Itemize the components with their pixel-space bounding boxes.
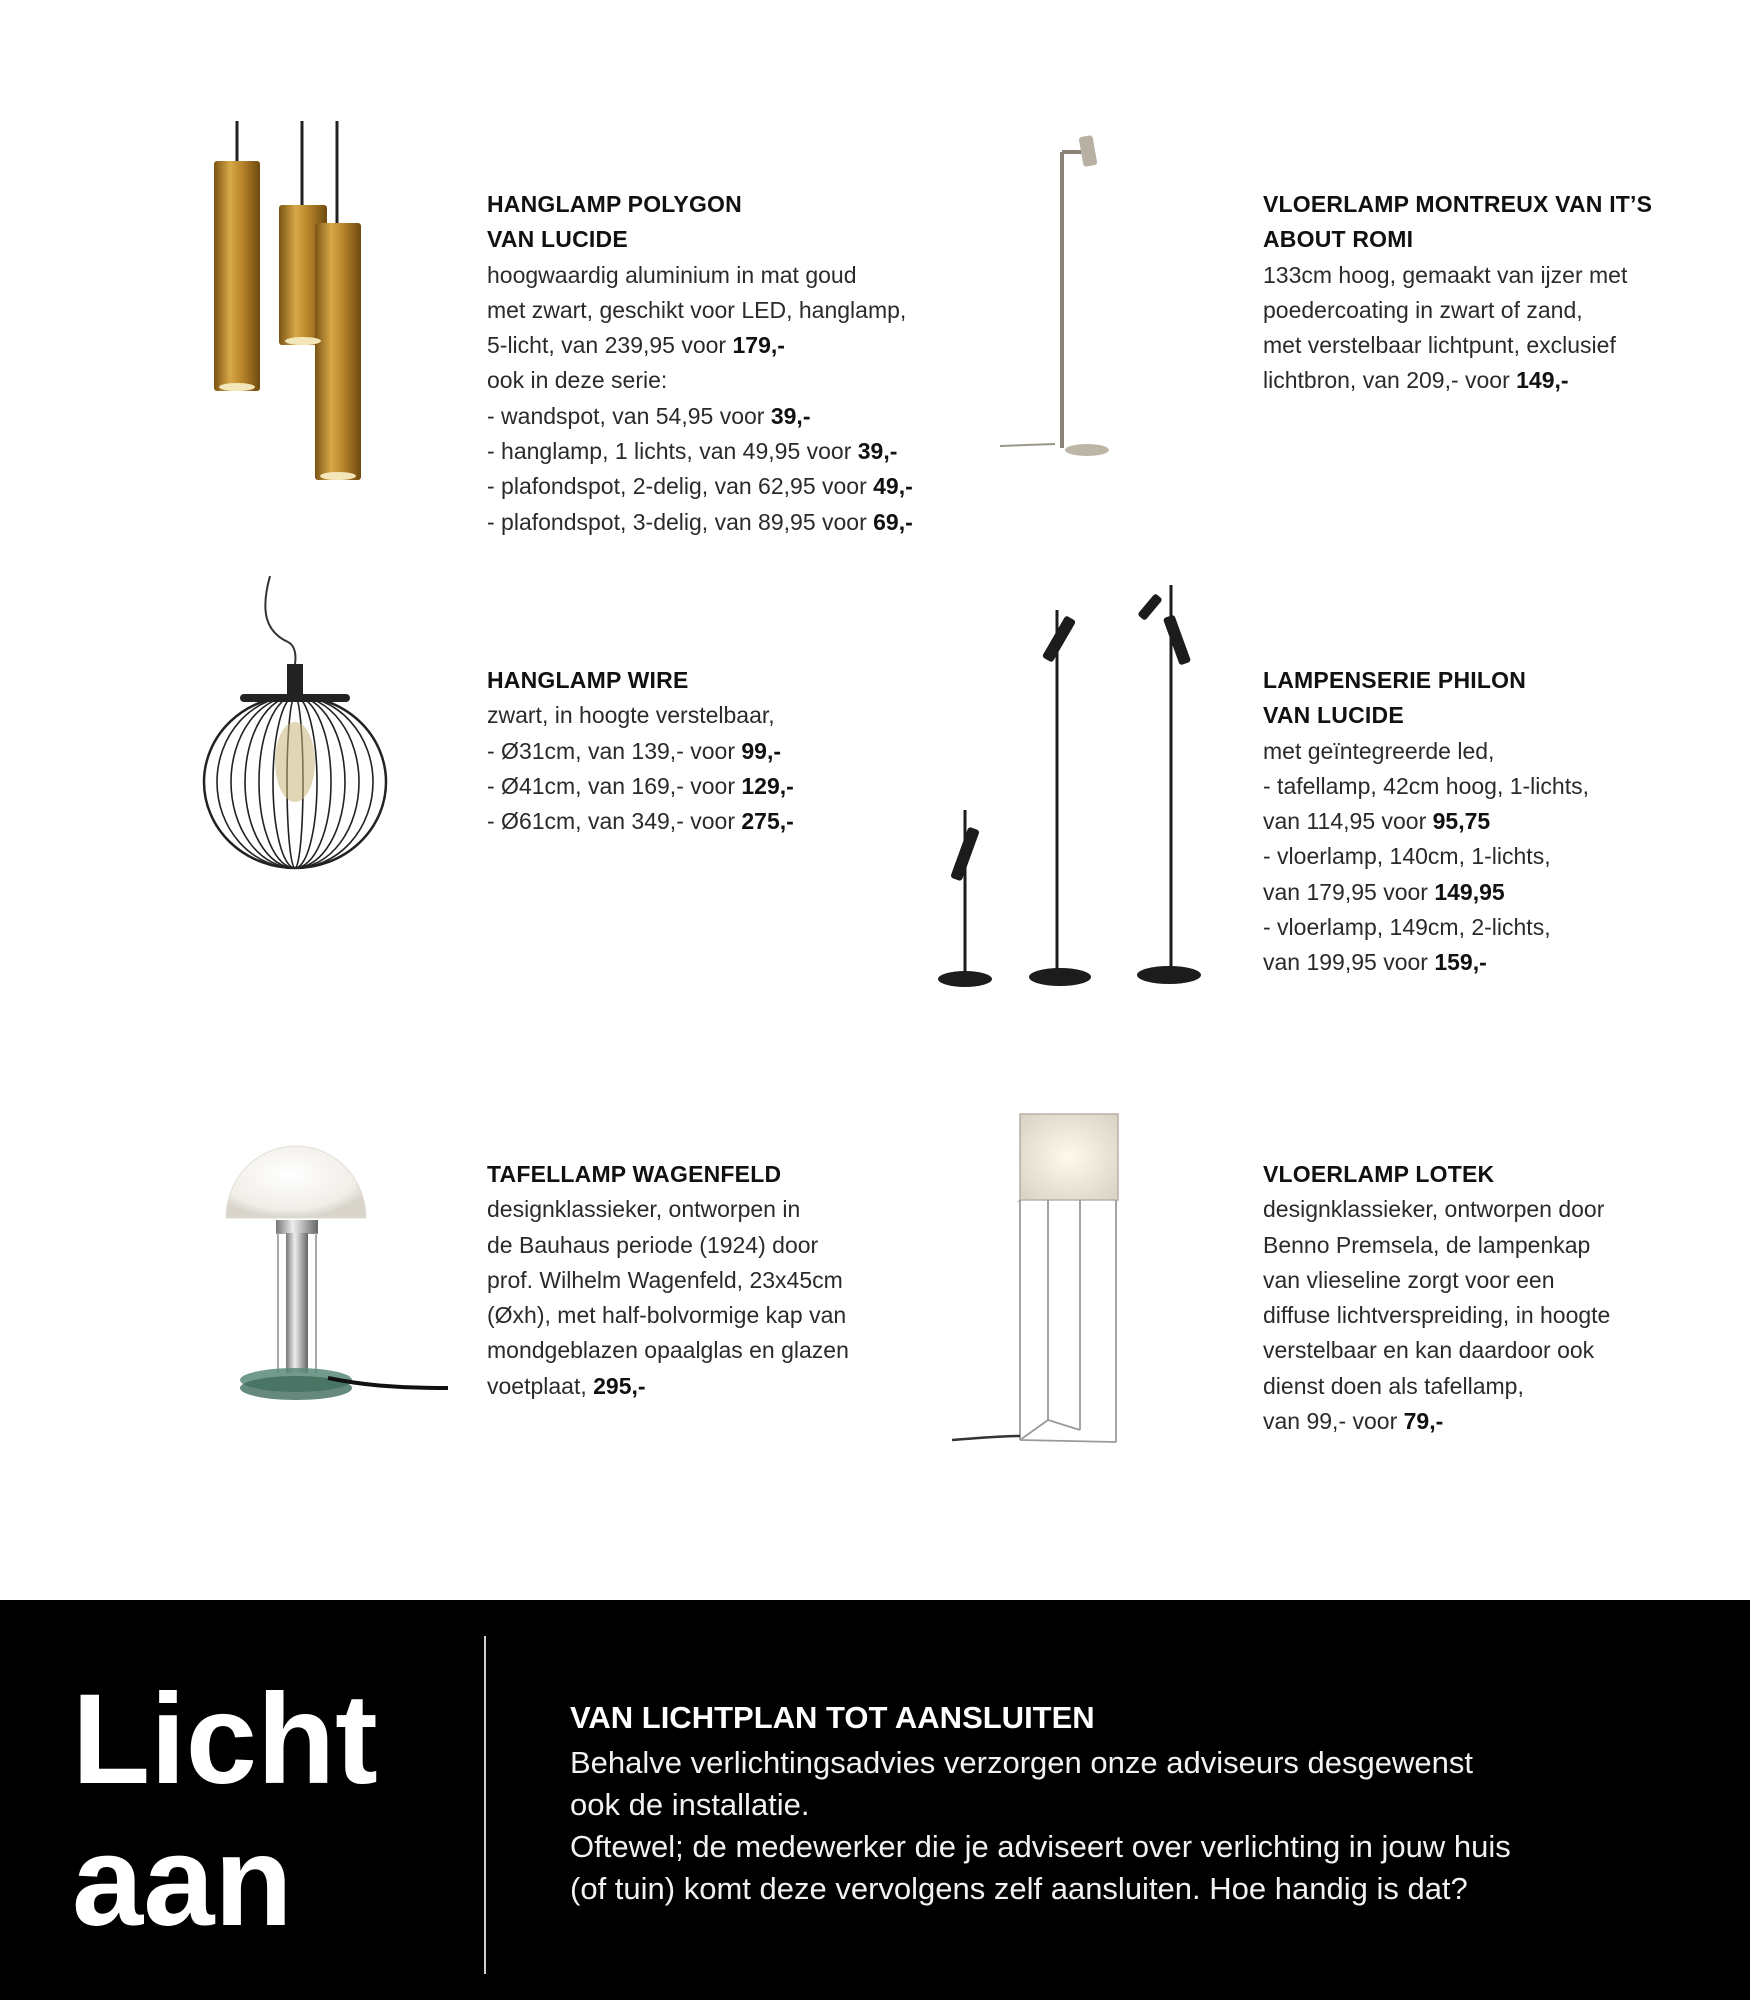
banner-text-line: Behalve verlichtingsadvies verzorgen onze adviseurs desgewenst: [570, 1745, 1473, 1780]
price-line: - hanglamp, 1 lichts, van 49,95 voor 39,-: [487, 438, 898, 465]
product-description: [487, 258, 913, 540]
banner-headline-line: aan: [72, 1810, 293, 1953]
price-line: van 114,95 voor 95,75: [1263, 808, 1491, 835]
description-line: met geïntegreerde led,: [1263, 737, 1495, 764]
banner-text-line: Oftewel; de medewerker die je adviseert over verlichting in jouw huis: [570, 1829, 1511, 1864]
banner-divider: [484, 1636, 486, 1974]
banner-text: [570, 1742, 1511, 1910]
product-title: LAMPENSERIE PHILON VAN LUCIDE: [1263, 667, 1527, 729]
banner-title: VAN LICHTPLAN TOT AANSLUITEN: [570, 1700, 1095, 1735]
price-line: voetplaat, 295,-: [487, 1372, 646, 1399]
description-line: mondgeblazen opaalglas en glazen: [487, 1337, 849, 1364]
footer-banner: [0, 1600, 1750, 2000]
price-line: - plafondspot, 2-delig, van 62,95 voor 49,-: [487, 473, 913, 500]
product-title: VLOERLAMP MONTREUX VAN IT’S ABOUT ROMI: [1263, 191, 1653, 253]
price-line: lichtbron, van 209,- voor 149,-: [1263, 367, 1569, 394]
product-title: TAFELLAMP WAGENFELD: [487, 1161, 782, 1187]
price-line: - Ø41cm, van 169,- voor 129,-: [487, 772, 794, 799]
description-line: - vloerlamp, 140cm, 1-lichts,: [1263, 843, 1551, 870]
description-line: met verstelbaar lichtpunt, exclusief: [1263, 332, 1616, 359]
product-description: [1263, 258, 1652, 399]
price-line: van 99,- voor 79,-: [1263, 1408, 1444, 1435]
product-description: [487, 1192, 849, 1404]
price-line: - wandspot, van 54,95 voor 39,-: [487, 402, 811, 429]
price-line: - Ø31cm, van 139,- voor 99,-: [487, 737, 782, 764]
description-line: Benno Premsela, de lampenkap: [1263, 1231, 1591, 1258]
price-line: 5-licht, van 239,95 voor 179,-: [487, 332, 785, 359]
description-line: de Bauhaus periode (1924) door: [487, 1231, 819, 1258]
description-line: (Øxh), met half-bolvormige kap van: [487, 1302, 847, 1329]
pendant-polygon-gold-image: [195, 115, 375, 490]
description-line: hoogwaardig aluminium in mat goud: [487, 261, 857, 288]
description-line: ook in deze serie:: [487, 367, 668, 394]
lotek-floor-lamp-image: [950, 1110, 1125, 1450]
description-line: - vloerlamp, 149cm, 2-lichts,: [1263, 914, 1551, 941]
product-title: HANGLAMP WIRE: [487, 667, 689, 693]
price-line: - plafondspot, 3-delig, van 89,95 voor 69,-: [487, 508, 913, 535]
description-line: poedercoating in zwart of zand,: [1263, 296, 1583, 323]
description-line: designklassieker, ontworpen in: [487, 1196, 801, 1223]
product-description: [1263, 1192, 1610, 1439]
description-line: 133cm hoog, gemaakt van ijzer met: [1263, 261, 1628, 288]
banner-text-line: (of tuin) komt deze vervolgens zelf aansluiten. Hoe handig is dat?: [570, 1871, 1468, 1906]
price-line: van 199,95 voor 159,-: [1263, 949, 1487, 976]
description-line: dienst doen als tafellamp,: [1263, 1372, 1524, 1399]
description-line: verstelbaar en kan daardoor ook: [1263, 1337, 1595, 1364]
wagenfeld-table-lamp-image: [218, 1108, 450, 1414]
description-line: prof. Wilhelm Wagenfeld, 23x45cm: [487, 1266, 843, 1293]
product-title: VLOERLAMP LOTEK: [1263, 1161, 1495, 1187]
banner-text-line: ook de installatie.: [570, 1787, 810, 1822]
description-line: - tafellamp, 42cm hoog, 1-lichts,: [1263, 772, 1589, 799]
product-title: HANGLAMP POLYGON VAN LUCIDE: [487, 191, 742, 253]
pendant-wire-cage-image: [200, 572, 390, 884]
price-line: van 179,95 voor 149,95: [1263, 878, 1505, 905]
description-line: designklassieker, ontworpen door: [1263, 1196, 1605, 1223]
description-line: van vlieseline zorgt voor een: [1263, 1266, 1555, 1293]
description-line: met zwart, geschikt voor LED, hanglamp,: [487, 296, 907, 323]
description-line: zwart, in hoogte verstelbaar,: [487, 702, 775, 729]
description-line: diffuse lichtverspreiding, in hoogte: [1263, 1302, 1611, 1329]
product-description: [487, 698, 794, 839]
product-description: [1263, 734, 1589, 981]
banner-headline-line: Licht: [72, 1668, 378, 1811]
floor-lamp-montreux-image: [995, 130, 1125, 465]
price-line: - Ø61cm, van 349,- voor 275,-: [487, 808, 794, 835]
philon-lamp-series-image: [935, 575, 1210, 995]
